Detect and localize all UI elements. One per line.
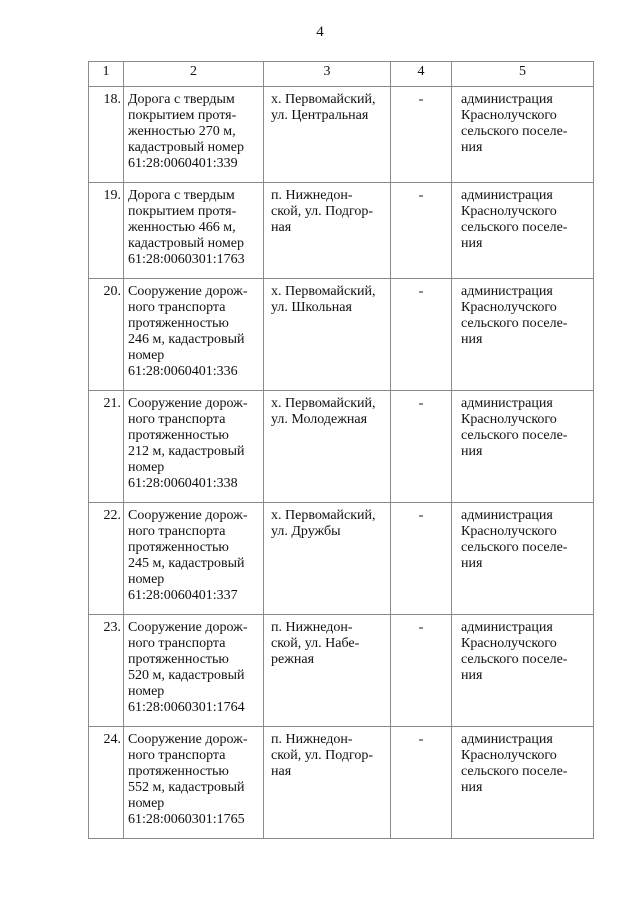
column-header-1: 1 bbox=[89, 62, 124, 87]
row-number: 24. bbox=[89, 727, 124, 839]
row-number: 19. bbox=[89, 183, 124, 279]
owner: администрация Краснолучского сельского поселе- ния bbox=[452, 87, 594, 183]
column-4-value: - bbox=[391, 503, 452, 615]
column-4-value: - bbox=[391, 615, 452, 727]
header-row bbox=[89, 62, 594, 87]
table-row bbox=[89, 183, 594, 279]
owner: администрация Краснолучского сельского поселе- ния bbox=[452, 279, 594, 391]
column-4-value: - bbox=[391, 727, 452, 839]
object-address: х. Первомайский, ул. Дружбы bbox=[264, 503, 391, 615]
owner: администрация Краснолучского сельского поселе- ния bbox=[452, 503, 594, 615]
property-table bbox=[88, 61, 594, 839]
table-row bbox=[89, 391, 594, 503]
column-header-2: 2 bbox=[124, 62, 264, 87]
column-4-value: - bbox=[391, 183, 452, 279]
row-number: 23. bbox=[89, 615, 124, 727]
table-row bbox=[89, 615, 594, 727]
column-4-value: - bbox=[391, 279, 452, 391]
row-number: 22. bbox=[89, 503, 124, 615]
owner: администрация Краснолучского сельского поселе- ния bbox=[452, 391, 594, 503]
object-name: Сооружение дорож- ного транспорта протяженностью 212 м, кадастровый номер 61:28:0060401:338 bbox=[124, 391, 264, 503]
object-name: Сооружение дорож- ного транспорта протяженностью 520 м, кадастровый номер 61:28:0060301:1764 bbox=[124, 615, 264, 727]
owner: администрация Краснолучского сельского поселе- ния bbox=[452, 615, 594, 727]
page-number: 4 bbox=[316, 24, 324, 40]
column-header-3: 3 bbox=[264, 62, 391, 87]
object-address: п. Нижнедон- ской, ул. Подгор- ная bbox=[264, 183, 391, 279]
object-address: п. Нижнедон- ской, ул. Подгор- ная bbox=[264, 727, 391, 839]
object-name: Дорога с твердым покрытием протя- женностью 270 м, кадастровый номер 61:28:0060401:339 bbox=[124, 87, 264, 183]
object-name: Сооружение дорож- ного транспорта протяженностью 552 м, кадастровый номер 61:28:0060301:1765 bbox=[124, 727, 264, 839]
object-address: х. Первомайский, ул. Молодежная bbox=[264, 391, 391, 503]
table-header bbox=[89, 62, 594, 87]
object-address: х. Первомайский, ул. Школьная bbox=[264, 279, 391, 391]
column-4-value: - bbox=[391, 391, 452, 503]
object-address: х. Первомайский, ул. Центральная bbox=[264, 87, 391, 183]
table-row bbox=[89, 279, 594, 391]
object-name: Сооружение дорож- ного транспорта протяженностью 245 м, кадастровый номер 61:28:0060401:337 bbox=[124, 503, 264, 615]
row-number: 21. bbox=[89, 391, 124, 503]
table-row bbox=[89, 727, 594, 839]
column-header-4: 4 bbox=[391, 62, 452, 87]
column-header-5: 5 bbox=[452, 62, 594, 87]
table-row bbox=[89, 503, 594, 615]
object-name: Сооружение дорож- ного транспорта протяженностью 246 м, кадастровый номер 61:28:0060401:336 bbox=[124, 279, 264, 391]
table-row bbox=[89, 87, 594, 183]
table-body bbox=[89, 87, 594, 839]
object-address: п. Нижнедон- ской, ул. Набе- режная bbox=[264, 615, 391, 727]
object-name: Дорога с твердым покрытием протя- женностью 466 м, кадастровый номер 61:28:0060301:1763 bbox=[124, 183, 264, 279]
column-4-value: - bbox=[391, 87, 452, 183]
owner: администрация Краснолучского сельского поселе- ния bbox=[452, 727, 594, 839]
row-number: 18. bbox=[89, 87, 124, 183]
row-number: 20. bbox=[89, 279, 124, 391]
owner: администрация Краснолучского сельского поселе- ния bbox=[452, 183, 594, 279]
